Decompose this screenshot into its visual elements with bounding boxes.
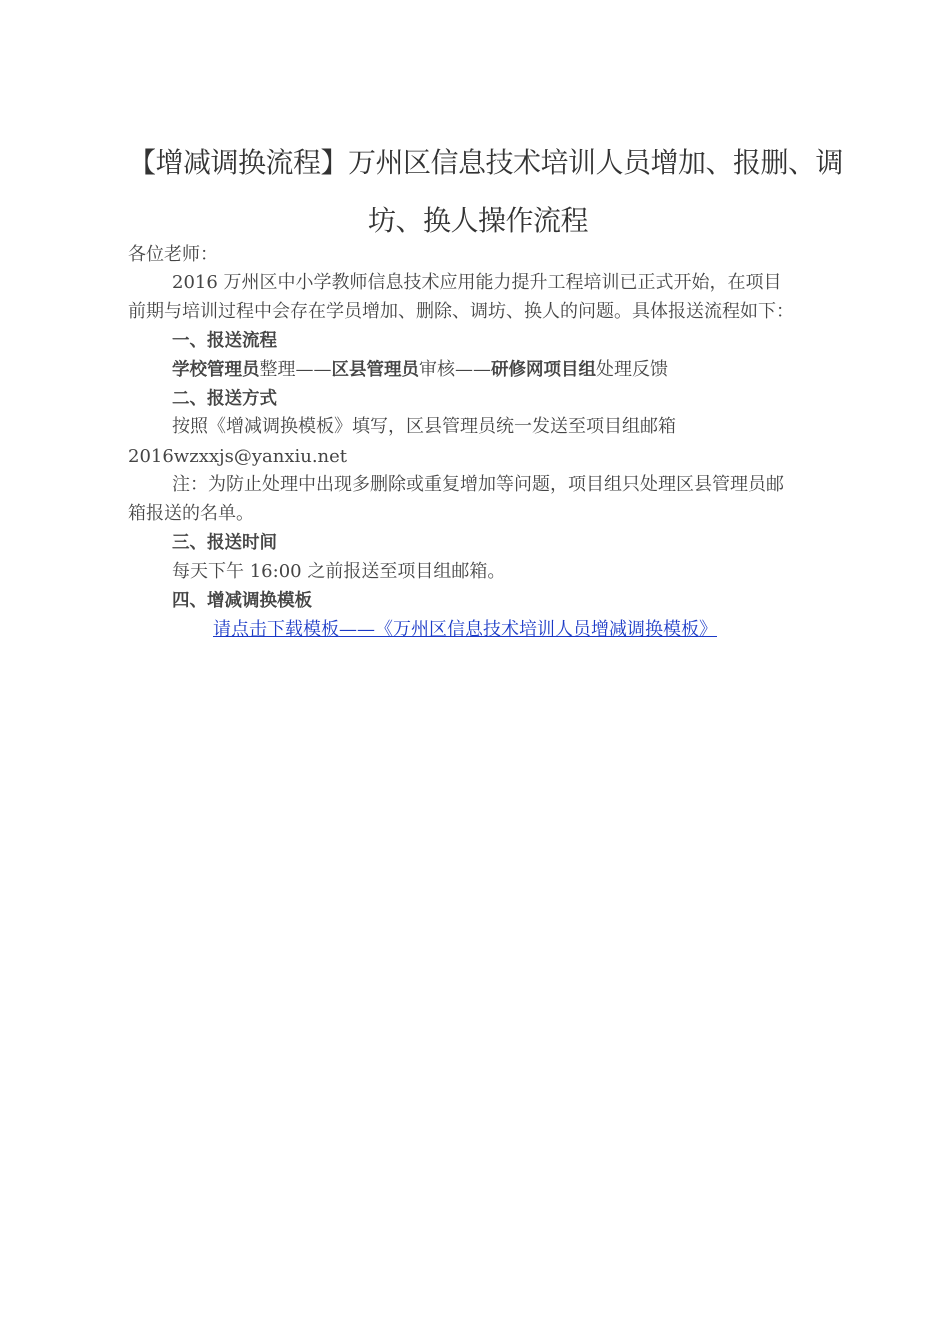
intro-line-1: 2016 万州区中小学教师信息技术应用能力提升工程培训已正式开始，在项目: [172, 272, 782, 293]
process-step-1: 整理——: [259, 359, 332, 380]
section-heading-process: 一、报送流程: [172, 331, 277, 351]
process-step-3: 处理反馈: [596, 359, 668, 380]
note-line-1: 注：为防止处理中出现多删除或重复增加等问题，项目组只处理区县管理员邮: [172, 474, 784, 495]
role-school-admin: 学校管理员: [172, 360, 260, 380]
download-template-link[interactable]: 请点击下载模板——《万州区信息技术培训人员增减调换模板》: [213, 619, 717, 640]
process-flow: [172, 358, 668, 382]
section-heading-time: 三、报送时间: [172, 533, 277, 553]
process-step-2: 审核——: [419, 359, 491, 380]
email-address: 2016wzxxjs@yanxiu.net: [128, 446, 348, 467]
note-line-2: 箱报送的名单。: [128, 503, 254, 524]
greeting: 各位老师：: [128, 244, 218, 265]
section-heading-template: 四、增减调换模板: [172, 591, 312, 611]
method-text: 按照《增减调换模板》填写，区县管理员统一发送至项目组邮箱: [172, 416, 676, 437]
section-heading-method: 二、报送方式: [172, 389, 277, 409]
page-title-line-2: 坊、换人操作流程: [367, 204, 588, 237]
page-title-line-1: 【增减调换流程】万州区信息技术培训人员增加、报删、调: [128, 146, 844, 179]
role-district-admin: 区县管理员: [331, 360, 419, 380]
page-title: [128, 134, 844, 250]
time-text: 每天下午 16:00 之前报送至项目组邮箱。: [172, 561, 506, 582]
role-project-team: 研修网项目组: [491, 360, 596, 380]
intro-line-2: 前期与培训过程中会存在学员增加、删除、调坊、换人的问题。具体报送流程如下：: [128, 301, 794, 322]
